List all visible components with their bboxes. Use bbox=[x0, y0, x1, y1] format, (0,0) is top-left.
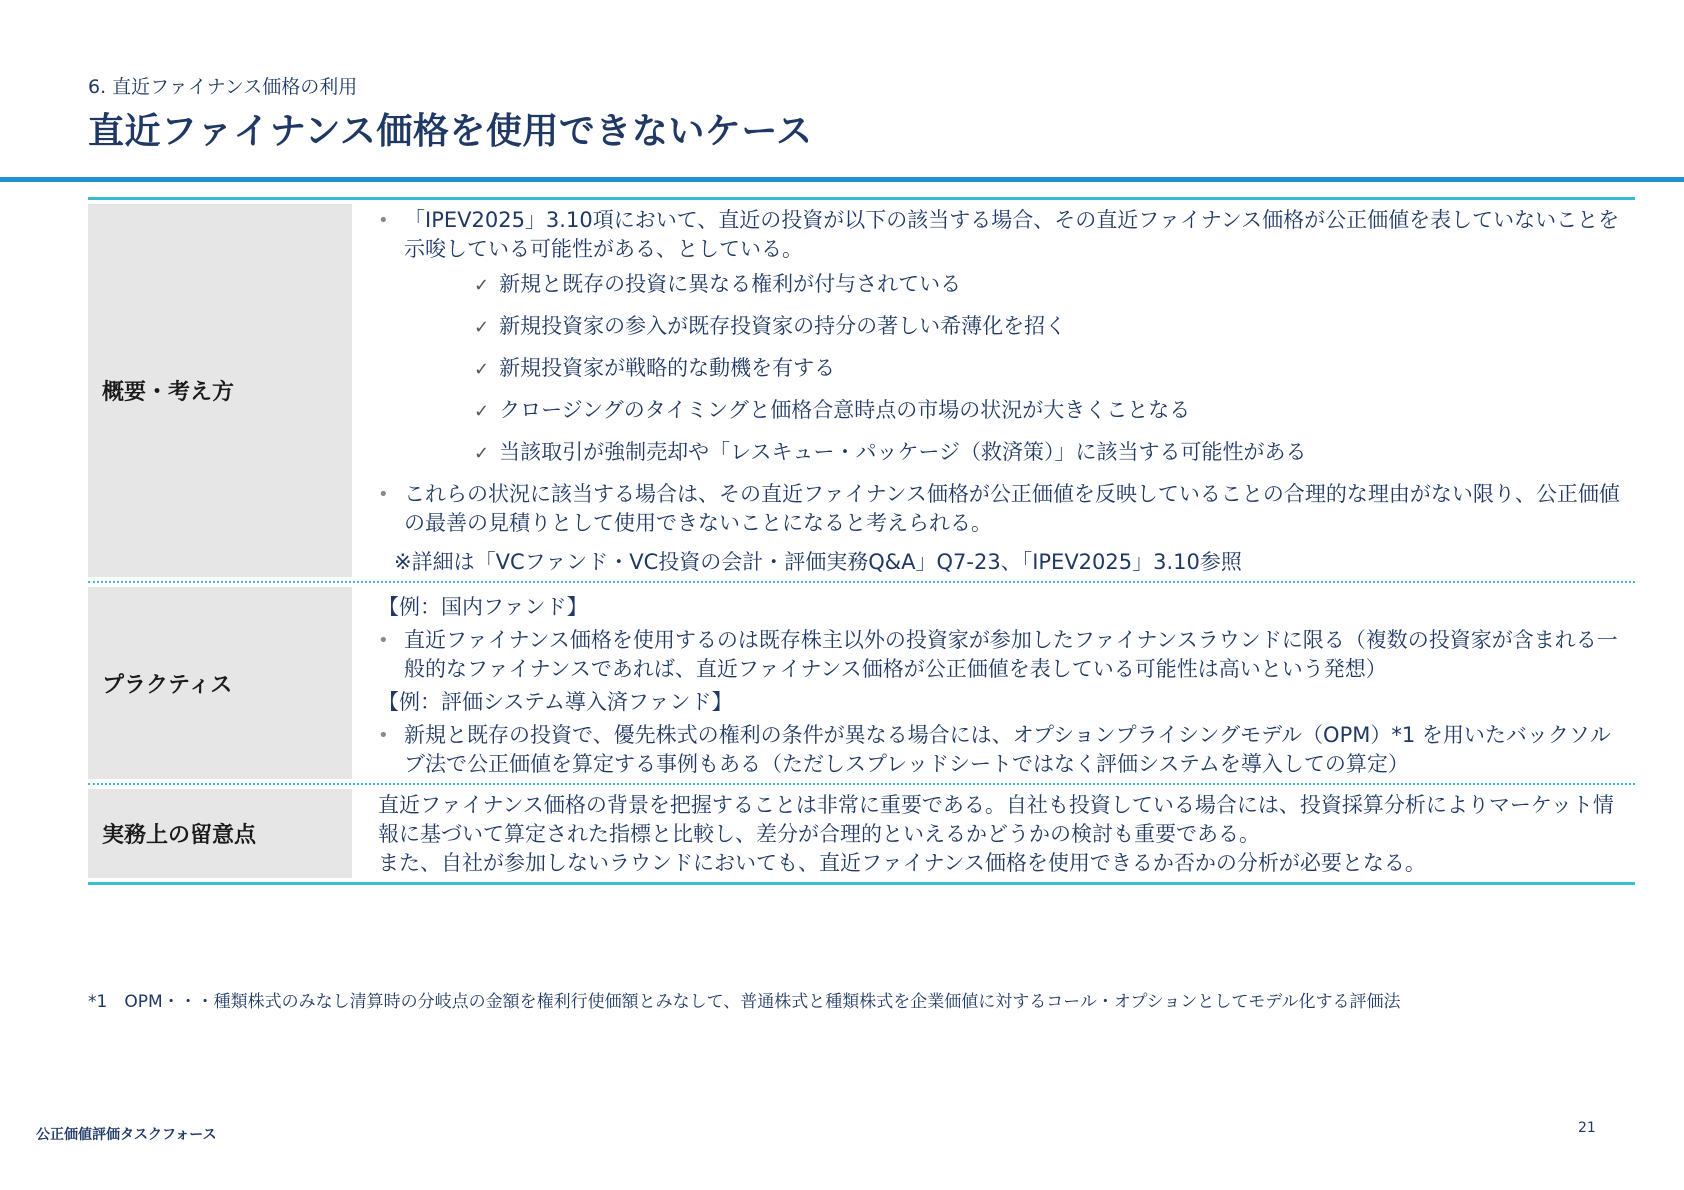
bullet-icon: • bbox=[378, 210, 389, 231]
overview-bullet-1-text: 「IPEV2025」3.10項において、直近の投資が以下の該当する場合、その直近ファイナンス価格が公正価値を表していないことを示唆している可能性がある、としている。 bbox=[404, 208, 1620, 261]
reference-note: ※詳細は「VCファンド・VC投資の会計・評価実務Q&A」Q7-23、「IPEV2025」3.10参照 bbox=[394, 550, 1242, 574]
page-number: 21 bbox=[1578, 1120, 1596, 1136]
row-overview bbox=[88, 200, 1635, 581]
overview-bullet-2-text: これらの状況に該当する場合は、その直近ファイナンス価格が公正価値を反映していることの合理的な理由がない限り、公正価値の最善の見積りとして使用できないことになると考えられる。 bbox=[404, 482, 1620, 535]
bullet-icon: • bbox=[378, 725, 389, 746]
check-item: ✓ 新規投資家の参入が既存投資家の持分の著しい希薄化を招く bbox=[474, 314, 1067, 338]
check-icon: ✓ bbox=[474, 275, 490, 296]
content-table bbox=[88, 197, 1635, 885]
organization-name: 公正価値評価タスクフォース bbox=[36, 1127, 217, 1143]
example-1-text: 直近ファイナンス価格を使用するのは既存株主以外の投資家が参加したファイナンスラウンドに限る（複数の投資家が含まれる一般的なファイナンスであれば、直近ファイナンス価格が公正価値を表している可能性は高いという発想） bbox=[404, 628, 1618, 681]
row-practice bbox=[88, 583, 1635, 783]
check-icon: ✓ bbox=[474, 443, 490, 464]
page-title: 直近ファイナンス価格を使用できないケース bbox=[88, 111, 813, 152]
overview-bullet-1 bbox=[352, 206, 1635, 264]
row-caution bbox=[88, 785, 1635, 882]
example-2-bullet bbox=[352, 721, 1635, 779]
bullet-icon: • bbox=[378, 630, 389, 651]
caution-text-2: また、自社が参加しないラウンドにおいても、直近ファイナンス価格を使用できるか否かの分析が必要となる。 bbox=[378, 851, 1426, 875]
check-item: ✓ クロージングのタイミングと価格合意時点の市場の状況が大きくことなる bbox=[474, 398, 1191, 422]
example-2-heading: 【例：評価システム導入済ファンド】 bbox=[378, 690, 733, 714]
footnote: *1 OPM・・・種類株式のみなし清算時の分岐点の金額を権利行使価額とみなして、普通株式と種類株式を企業価値に対するコール・オプションとしてモデル化する評価法 bbox=[88, 992, 1401, 1012]
check-item: ✓ 当該取引が強制売却や「レスキュー・パッケージ（救済策）」に該当する可能性がある bbox=[474, 440, 1307, 464]
section-label: 6. 直近ファイナンス価格の利用 bbox=[88, 76, 358, 98]
example-1-bullet bbox=[352, 626, 1635, 684]
check-icon: ✓ bbox=[474, 359, 490, 380]
check-icon: ✓ bbox=[474, 401, 490, 422]
check-item: ✓ 新規投資家が戦略的な動機を有する bbox=[474, 356, 836, 380]
row-content-overview bbox=[352, 200, 1635, 581]
table-bottom-border bbox=[88, 882, 1635, 885]
check-item: ✓ 新規と既存の投資に異なる権利が付与されている bbox=[474, 272, 962, 296]
row-content-practice bbox=[352, 583, 1635, 783]
caution-text-1: 直近ファイナンス価格の背景を把握することは非常に重要である。自社も投資している場合には、投資採算分析によりマーケット情報に基づいて算定された指標と比較し、差分が合理的といえるかどうかの検討も重要である。 bbox=[378, 793, 1614, 846]
check-list bbox=[352, 270, 1635, 468]
title-rule bbox=[0, 177, 1684, 182]
example-1-heading: 【例：国内ファンド】 bbox=[378, 595, 588, 619]
check-icon: ✓ bbox=[474, 317, 490, 338]
row-label-practice: プラクティス bbox=[88, 587, 352, 779]
bullet-icon: • bbox=[378, 484, 389, 505]
example-2-text: 新規と既存の投資で、優先株式の権利の条件が異なる場合には、オプションプライシングモデル（OPM）*1 を用いたバックソルブ法で公正価値を算定する事例もある（ただしスプレッドシートではなく評価システムを導入しての算定） bbox=[404, 723, 1611, 776]
overview-bullet-2 bbox=[352, 480, 1635, 538]
row-label-caution: 実務上の留意点 bbox=[88, 789, 352, 878]
row-label-overview: 概要・考え方 bbox=[88, 204, 352, 577]
row-content-caution bbox=[352, 785, 1635, 882]
